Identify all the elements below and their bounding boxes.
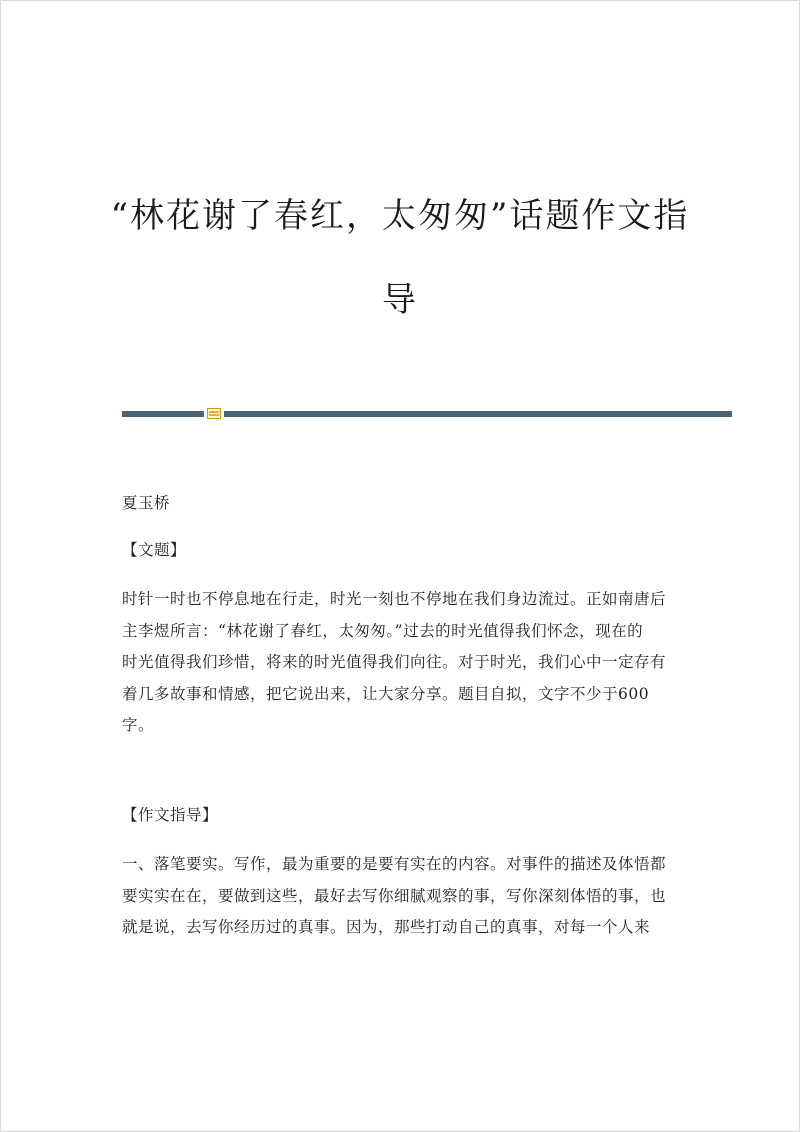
text-line: 主李煜所言：“林花谢了春红，太匆匆。”过去的时光值得我们怀念，现在的 — [122, 621, 644, 640]
text-line: 就是说，去写你经历过的真事。因为，那些打动自己的真事，对每一个人来 — [122, 918, 651, 936]
section-heading-topic: 【文题】 — [122, 541, 187, 559]
topic-paragraph — [122, 584, 682, 742]
book-icon — [207, 408, 221, 419]
title-divider — [122, 408, 732, 418]
document-title-line-2: 导 — [382, 280, 418, 320]
divider-bar-left — [122, 411, 204, 417]
text-line: 时针一时也不停息地在行走，时光一刻也不停地在我们身边流过。正如南唐后 — [122, 590, 667, 608]
text-line: 字。 — [122, 716, 155, 734]
guide-paragraph — [122, 849, 682, 944]
text-line: 时光值得我们珍惜，将来的时光值得我们向往。对于时光，我们心中一定存有 — [122, 653, 667, 671]
divider-bar-right — [224, 411, 732, 417]
text-line: 着几多故事和情感，把它说出来，让大家分享。题目自拟，文字不少于600 — [122, 684, 650, 703]
author-name: 夏玉桥 — [122, 494, 171, 512]
section-heading-guide: 【作文指导】 — [122, 806, 219, 824]
document-title-line-1: “林花谢了春红，太匆匆”话题作文指 — [110, 196, 690, 236]
text-line: 一、落笔要实。写作，最为重要的是要有实在的内容。对事件的描述及体悟都 — [122, 855, 667, 873]
text-line: 要实实在在，要做到这些，最好去写你细腻观察的事，写你深刻体悟的事，也 — [122, 886, 667, 905]
